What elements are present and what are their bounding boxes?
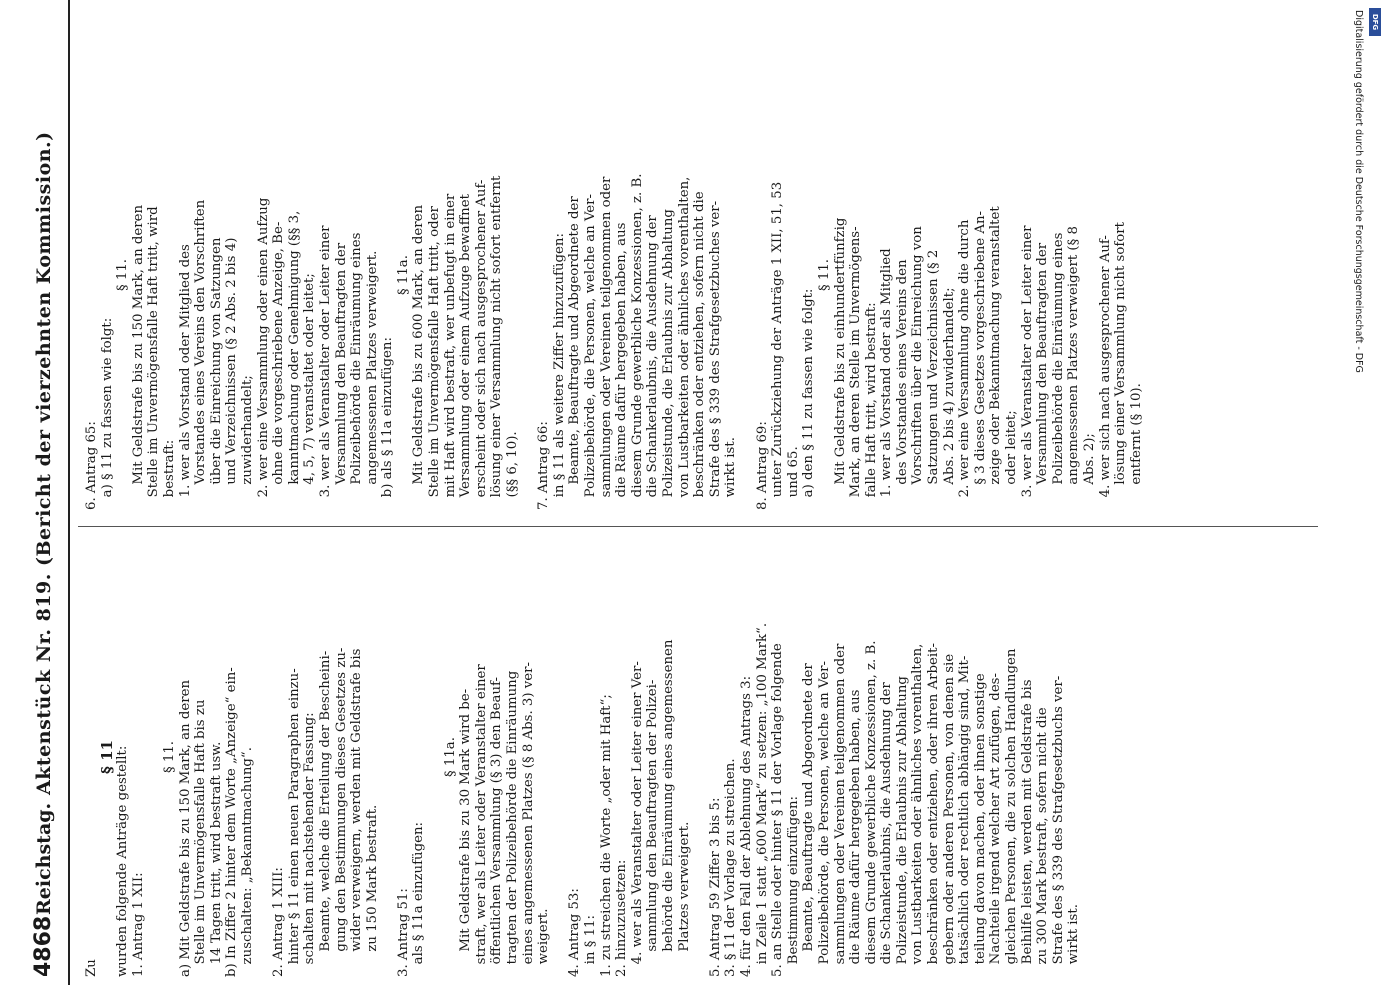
text-line: diesem Grunde gewerbliche Konzessionen, z. B.	[863, 640, 879, 977]
text-line: über die Einreichung von Satzungen	[208, 237, 224, 510]
text-line: Mit Geldstrafe bis zu 150 Mark, an deren	[130, 204, 146, 510]
text-line: b) als § 11a einzufügen:	[380, 337, 396, 510]
text-line: Mit Geldstrafe bis zu einhundertfünfzig	[832, 217, 848, 510]
text-line: Abs. 2);	[1082, 433, 1097, 510]
text-line: § 11	[97, 740, 116, 774]
text-line: des Vorstandes eines Vereins den	[894, 259, 910, 510]
text-line: Bestimmung einzufügen:	[785, 796, 801, 977]
text-line: zuwiderhandelt;	[239, 375, 255, 510]
text-line: lösung einer Versammlung nicht sofort	[1113, 222, 1129, 510]
text-line: 1. zu streichen die Worte „oder mit Haft“;	[598, 694, 614, 977]
text-line: a) den § 11 zu fassen wie folgt:	[801, 288, 817, 510]
text-line: 3. § 11 der Vorlage zu streichen.	[723, 758, 739, 977]
text-line: 1. wer als Vorstand oder Mitglied des	[177, 244, 193, 510]
text-line: Polizeibehörde, die Personen, welche an Ver-	[816, 660, 832, 977]
text-line: angemessenen Platzes verweigert.	[364, 250, 380, 510]
text-line: 4, 5, 7) veranstaltet oder leitet;	[302, 273, 318, 510]
text-line: Vorschriften über die Einreichung von	[910, 226, 926, 510]
text-line: § 11a.	[395, 255, 411, 295]
text-line: sammlungen oder Vereinen teilgenommen oder	[832, 643, 848, 977]
text-line	[739, 40, 755, 510]
text-line: straft, wer als Leiter oder Veranstalter einer	[473, 664, 489, 977]
text-line: Polizeibehörde, die Personen, welche an Ver-	[583, 193, 598, 510]
text-line: Stelle im Unvermögensfalle Haft bis zu	[193, 699, 209, 977]
text-line: 3. wer als Veranstalter oder Leiter einer	[317, 225, 333, 510]
text-line: 2. wer eine Versammlung ohne die durch	[957, 219, 973, 510]
text-line: 1. wer als Vorstand oder als Mitglied	[879, 248, 895, 510]
text-line: weigert.	[536, 908, 552, 977]
text-line: Mit Geldstrafe bis zu 30 Mark wird be-	[458, 688, 474, 977]
text-line: in Zeile 1 statt „600 Mark“ zu setzen: „100 Mark“.	[754, 622, 770, 977]
text-line: als § 11a einzufügen:	[411, 821, 427, 977]
text-line: Beamte, welche die Erteilung der Bescheini-	[317, 650, 333, 977]
text-line: 8. Antrag 69:	[754, 421, 770, 510]
digitization-note-text: Digitalisierung gefördert durch die Deutsche Forschungsgemeinschaft - DFG	[1353, 10, 1364, 373]
text-line: sammlungen oder Vereinen teilgenommen oder	[598, 176, 614, 510]
text-line: in § 11:	[583, 915, 598, 977]
text-line: Abs. 2 bis 4) zuwiderhandelt;	[941, 287, 957, 510]
text-line: § 11.	[161, 740, 177, 774]
text-line: zu 150 Mark bestraft.	[364, 804, 380, 977]
text-line: Nachteile irgend welcher Art zufügen, des-	[988, 672, 1004, 977]
text-line: wurden folgende Anträge gestellt:	[115, 745, 131, 977]
text-line: Beamte, Beauftragte und Abgeordnete der	[567, 196, 583, 510]
text-line: 3. wer als Veranstalter oder Leiter einer	[1019, 225, 1035, 510]
text-line: 4. wer als Veranstalter oder Leiter einer Ver-	[629, 661, 645, 977]
text-line: wirkt ist.	[1066, 904, 1082, 977]
text-line: 5. Antrag 59 Ziffer 3 bis 5:	[707, 797, 723, 977]
text-line: unter Zurückziehung der Anträge 1 XII, 51, 53	[770, 181, 786, 510]
text-line	[521, 40, 537, 510]
text-line: bestraft:	[161, 439, 177, 510]
text-line: b) In Ziffer 2 hinter dem Worte „Anzeige“ ein-	[224, 667, 240, 977]
text-line	[552, 537, 568, 977]
text-line: Strafe des § 339 des Strafgesetzbuchs ver-	[1050, 675, 1066, 977]
text-line: Versammlung oder einem Aufzuge bewaffnet	[458, 194, 474, 510]
text-line: § 11a.	[442, 737, 458, 777]
text-line: erscheint oder sich nach ausgesprochener Auf-	[473, 179, 489, 510]
text-line: 4. wer sich nach ausgesprochener Auf-	[1097, 235, 1113, 510]
text-line: 14 Tagen tritt, wird bestraft usw.	[208, 741, 224, 977]
text-line: 1. Antrag 1 XII:	[130, 872, 146, 977]
text-line: kanntmachung oder Genehmigung (§§ 3,	[286, 210, 302, 510]
text-line: gebern oder anderen Personen, von denen sie	[941, 653, 957, 977]
text-line: schalten mit nachstehender Fassung:	[302, 712, 318, 977]
text-line: zuschalten: „Bekanntmachung“.	[239, 747, 255, 977]
text-line: Satzungen und Verzeichnissen (§ 2	[926, 249, 942, 510]
left-column	[84, 537, 1082, 977]
text-line: Stelle im Unvermögensfalle Haft tritt, oder	[427, 206, 443, 510]
page-number: 4868	[31, 915, 56, 977]
text-line: zu 300 Mark bestraft, sofern nicht die	[1035, 707, 1051, 977]
text-line: Zu	[84, 959, 99, 977]
text-line: von Lustbarkeiten oder ähnliches vorenthalten,	[676, 176, 692, 510]
text-line: 5. an Stelle oder hinter § 11 der Vorlage folgende	[770, 643, 786, 977]
text-line: hinter § 11 einen neuen Paragraphen einzu-	[286, 668, 302, 977]
text-line: diesem Grunde gewerbliche Konzessionen, z. B.	[629, 173, 645, 510]
header-left-title: Reichstag.	[33, 802, 55, 915]
text-line: Vorstandes eines Vereins den Vorschriften	[193, 199, 209, 510]
text-line: 2. wer eine Versammlung oder einen Aufzug	[255, 197, 271, 510]
text-line: beschränken oder entziehen, sofern nicht die	[692, 191, 708, 510]
text-line: gung den Bestimmungen dieses Gesetzes zu-	[333, 647, 349, 977]
text-line	[146, 537, 162, 977]
text-line: teilung davon machen, oder ihnen sonstige	[972, 673, 988, 977]
text-line	[380, 537, 396, 977]
text-line: Polizeibehörde die Einräumung eines	[349, 232, 365, 510]
text-line: lösung einer Versammlung nicht sofort entfernt	[489, 175, 505, 510]
rotated-document-page	[30, 0, 1340, 985]
text-line: öffentlichen Versammlung (§ 3) den Beauf-	[489, 677, 505, 977]
text-line: Versammlung den Beauftragten der	[333, 242, 349, 510]
text-line: wirkt ist.	[723, 437, 739, 510]
text-line: entfernt (§ 10).	[1128, 383, 1144, 510]
text-line: beschränken oder entziehen, oder ihren Arbeit-	[926, 642, 942, 977]
text-line: tatsächlich oder rechtlich abhängig sind, Mit-	[957, 655, 973, 977]
text-line: sammlung den Beauftragten der Polizei-	[645, 679, 661, 977]
text-line: 4. Antrag 53:	[567, 888, 583, 977]
text-line: a) § 11 zu fassen wie folgt:	[99, 317, 115, 510]
text-line: 6. Antrag 65:	[84, 421, 99, 510]
text-line: oder leitet;	[1004, 410, 1020, 510]
text-line: die Räume dafür hergegeben haben, aus	[614, 222, 630, 510]
text-line: a) Mit Geldstrafe bis zu 150 Mark, an deren	[177, 679, 193, 977]
text-line: ohne die vorgeschriebene Anzeige, Be-	[271, 221, 287, 510]
text-line	[427, 537, 443, 977]
text-line: Stelle im Unvermögensfalle Haft tritt, wird	[146, 206, 162, 510]
text-line: Polizeistunde, die Erlaubnis zur Abhaltung	[894, 676, 910, 977]
text-line: angemessenen Platzes verweigert (§ 8	[1066, 226, 1082, 510]
text-line: die Schankerlaubnis, die Ausdehnung der	[645, 215, 661, 510]
text-line: Strafe des § 339 des Strafgesetzbuches ver-	[707, 200, 723, 510]
text-line: gleichen Personen, die zu solchen Handlungen	[1004, 648, 1020, 977]
text-line: falle Haft tritt, wird bestraft:	[863, 302, 879, 510]
column-divider	[78, 526, 1318, 527]
text-line: § 11.	[816, 258, 832, 292]
text-line: mit Haft wird bestraft, wer unbefugt in einer	[442, 193, 458, 510]
text-line: § 3 dieses Gesetzes vorgeschriebene An-	[972, 210, 988, 510]
text-line: Polizeistunde, die Erlaubnis zur Abhaltung	[660, 209, 676, 510]
text-line: 3. Antrag 51:	[395, 888, 411, 977]
text-line: die Schankerlaubnis, die Ausdehnung der	[879, 682, 895, 977]
text-line: wider verweigern, werden mit Geldstrafe bis	[349, 648, 365, 977]
text-line: und 65.	[785, 446, 801, 510]
text-line: 2. Antrag 1 XIII:	[271, 867, 287, 977]
text-line: von Lustbarkeiten oder ähnliches vorenthalten,	[910, 643, 926, 977]
header-rule	[68, 0, 70, 985]
text-line: eines angemessenen Platzes (§ 8 Abs. 3) ver-	[520, 661, 536, 977]
text-line: Beamte, Beauftragte und Abgeordnete der	[801, 663, 817, 977]
text-line: (§§ 6, 10).	[505, 431, 521, 510]
text-line: Beihilfe leisten, werden mit Geldstrafe bis	[1019, 679, 1035, 977]
header-right-title: Aktenstück Nr. 819. (Bericht der vierzehnten Kommission.)	[33, 131, 55, 795]
text-line: 7. Antrag 66:	[536, 421, 552, 510]
text-line: Versammlung den Beauftragten der	[1035, 242, 1051, 510]
text-line: Polizeibehörde die Einräumung eines	[1050, 232, 1066, 510]
text-line: zeige oder Bekanntmachung veranstaltet	[988, 206, 1004, 510]
text-line: Mit Geldstrafe bis zu 600 Mark, an deren	[411, 204, 427, 510]
text-line: Platzes verweigert.	[676, 821, 692, 977]
text-line: tragten der Polizeibehörde die Einräumung	[505, 670, 521, 977]
text-line: 2. hinzuzusetzen:	[614, 859, 630, 977]
text-line	[692, 537, 708, 977]
dfg-logo: DFG	[1369, 8, 1381, 36]
right-column	[84, 40, 1144, 510]
text-line: in § 11 als weitere Ziffer hinzuzufügen:	[551, 233, 567, 510]
digitization-note	[1348, 10, 1368, 990]
text-line: und Verzeichnissen (§ 2 Abs. 2 bis 4)	[224, 237, 240, 510]
text-line: die Räume dafür hergegeben haben, aus	[848, 689, 864, 977]
page-header	[30, 0, 70, 985]
text-line: behörde die Einräumung eines angemessenen	[660, 639, 676, 977]
text-line: Mark, an deren Stelle im Unvermögens-	[848, 226, 864, 510]
text-line	[256, 537, 272, 977]
text-line: 4. für den Fall der Ablehnung des Antrags 3:	[738, 675, 754, 977]
text-line: § 11.	[115, 258, 131, 292]
